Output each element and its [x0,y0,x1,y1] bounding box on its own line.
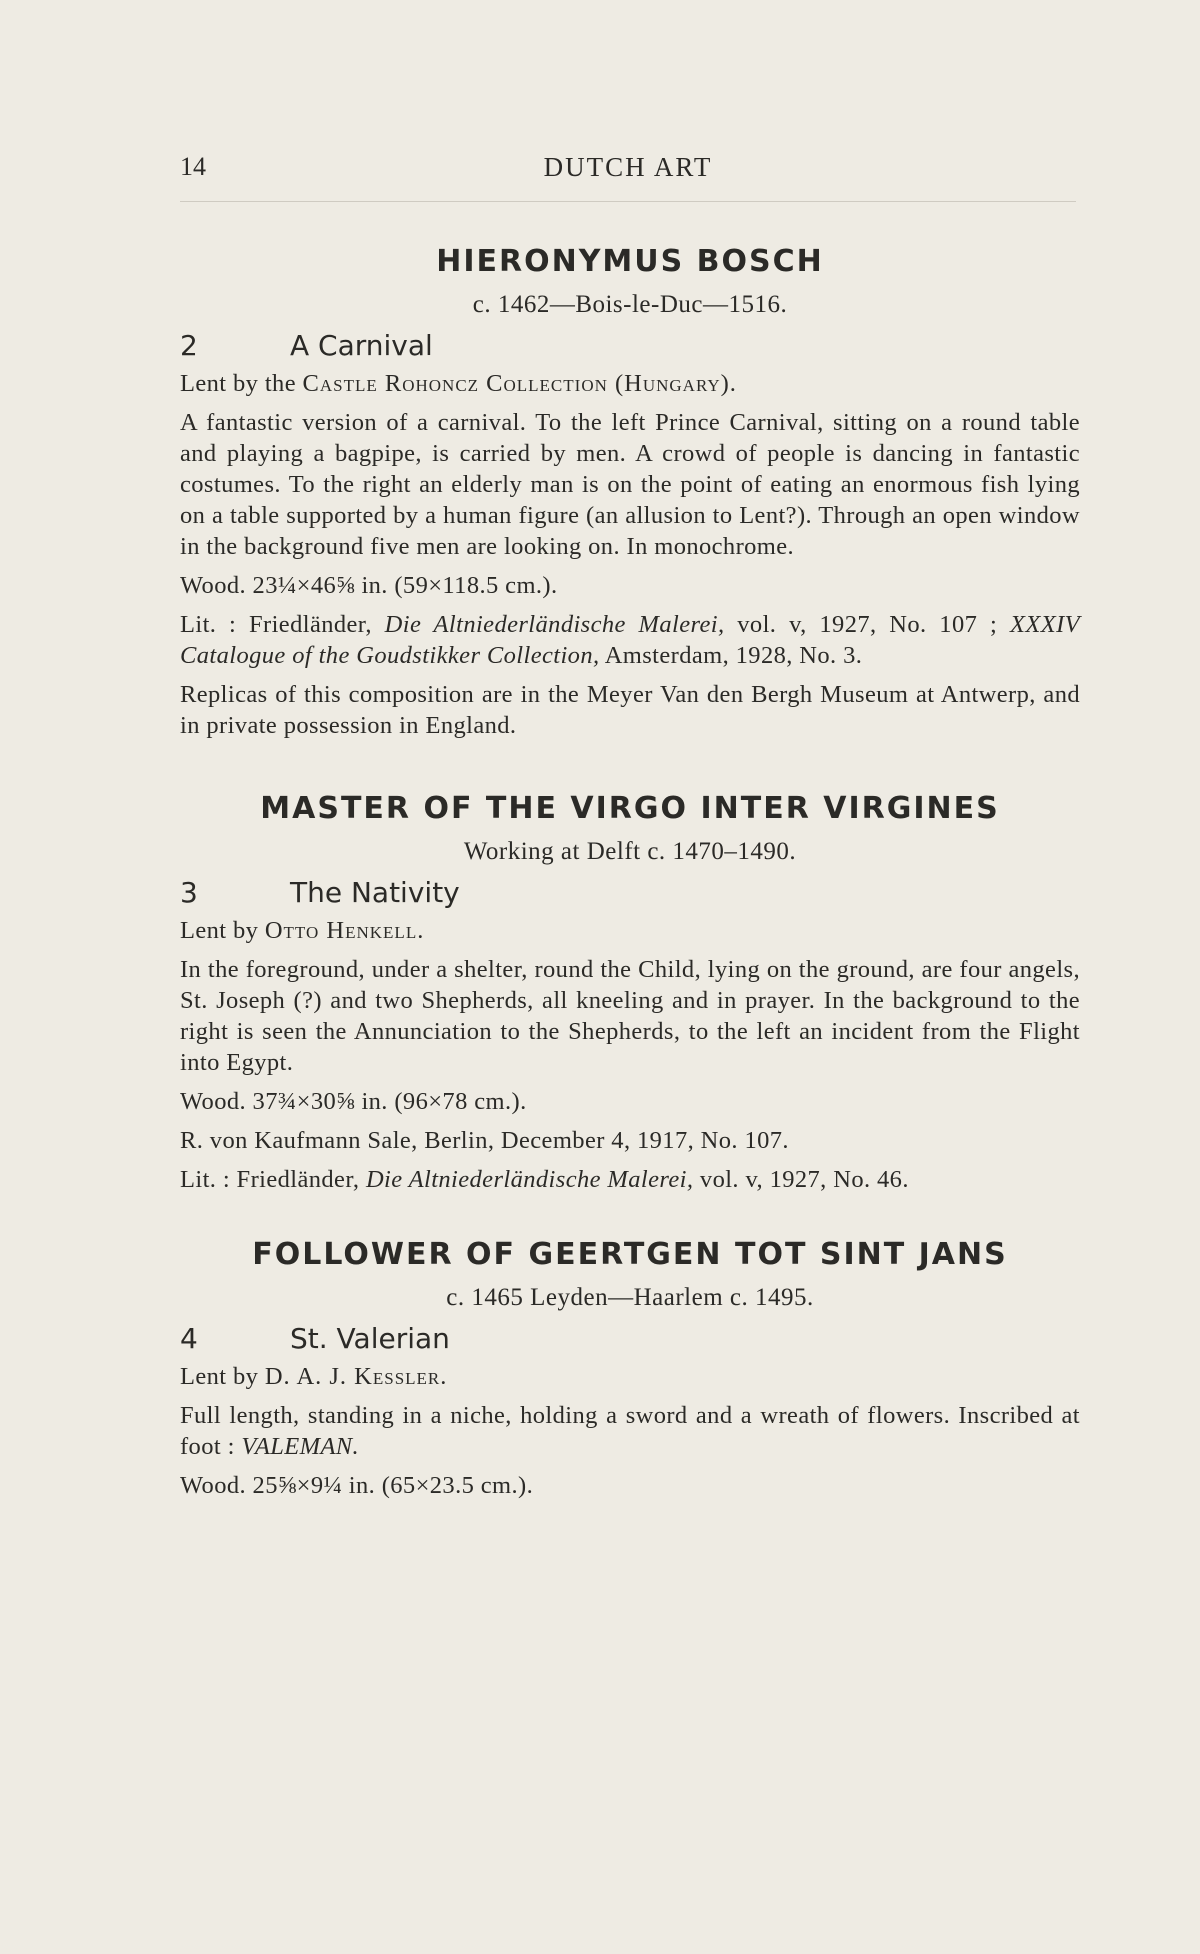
lender-name: Castle Rohoncz Collection (Hungary) [302,370,730,397]
lit-title: Die Altniederländische Malerei, [365,1166,694,1193]
artwork-title-line [180,873,1080,913]
description: A fantastic version of a carnival. To the left Prince Carnival, sitting on a round table and playing a bagpipe, is carried by men. A crowd of people is dancing in fantastic costumes. To the right an elderly man is on the point of eating an enormous fish lying on a table supported by a human figure (an allusion to Lent?). Through an open window in the background five men are looking on. In monochrome. [180,409,1080,560]
artist-dates: c. 1465 Leyden—Haarlem c. 1495. [446,1284,814,1311]
lender-suffix: . [440,1363,447,1390]
lit-title: Die Altniederländische Malerei, [384,611,725,638]
lit-text: Lit. : Friedländer, [180,1166,366,1193]
artwork-title-line [180,1319,1080,1359]
lender-suffix: . [417,917,424,944]
description: In the foreground, under a shelter, round the Child, lying on the ground, are four angels, St. Joseph (?) and two Shepherds, all kneeling and in prayer. In the background to the right is seen the Annunciation to the Shepherds, to the left an incident from the Flight into Egypt. [180,956,1080,1076]
catalogue-entry [180,785,1080,1195]
header-rule [180,201,1076,202]
literature [180,609,1080,671]
provenance: R. von Kaufmann Sale, Berlin, December 4, 1917, No. 107. [180,1127,789,1154]
artist-name: HIERONYMUS BOSCH [436,244,824,279]
artist-name: MASTER OF THE VIRGO INTER VIRGINES [260,791,1000,826]
lender-prefix: Lent by [180,917,265,944]
description-text: Full length, standing in a niche, holding a sword and a wreath of flowers. Inscribed at foot : [180,1402,1080,1460]
running-head [180,152,1076,192]
artist-name: FOLLOWER OF GEERTGEN TOT SINT JANS [252,1237,1008,1272]
lender-line [180,915,1080,946]
lender-line [180,1361,1080,1392]
medium-dimensions: Wood. 25⅝×9¼ in. (65×23.5 cm.). [180,1472,534,1499]
artist-dates: Working at Delft c. 1470–1490. [463,838,797,865]
lender-name: Otto Henkell [264,917,418,944]
artwork-title: The Nativity [290,876,460,909]
literature [180,1164,1080,1195]
catalogue-entry [180,1231,1080,1501]
artist-dates: c. 1462—Bois-le-Duc—1516. [472,291,788,318]
lender-line [180,368,1080,399]
lit-text: Lit. : Friedländer, [180,611,385,638]
catalogue-number: 2 [180,329,198,362]
catalogue-entry [180,238,1080,741]
catalogue-number: 3 [180,876,198,909]
lit-text: Amsterdam, 1928, No. 3. [599,642,863,669]
medium-dimensions: Wood. 37¾×30⅝ in. (96×78 cm.). [180,1088,527,1115]
lender-suffix: . [729,370,737,397]
artwork-title: St. Valerian [290,1322,450,1355]
artwork-title-line [180,326,1080,366]
lit-title: XXXIV Catalogue of the Goudstikker Collection, [180,611,1080,669]
description [180,1400,1080,1462]
lit-text: vol. v, 1927, No. 46. [693,1166,909,1193]
medium-dimensions: Wood. 23¼×46⅝ in. (59×118.5 cm.). [180,572,558,599]
replicas-note: Replicas of this composition are in the Meyer Van den Bergh Museum at Antwerp, and in private possession in England. [180,681,1080,739]
lit-text: vol. v, 1927, No. 107 ; [724,611,1010,638]
page-number: 14 [180,152,206,181]
lender-name: D. A. J. Kessler [264,1363,441,1390]
artwork-title: A Carnival [290,329,433,362]
catalogue-number: 4 [180,1322,198,1355]
lender-prefix: Lent by [180,1363,265,1390]
running-title: DUTCH ART [543,152,713,182]
catalogue-content [180,238,1080,1509]
lender-prefix: Lent by the [180,370,303,397]
inscription: VALEMAN. [241,1433,360,1460]
